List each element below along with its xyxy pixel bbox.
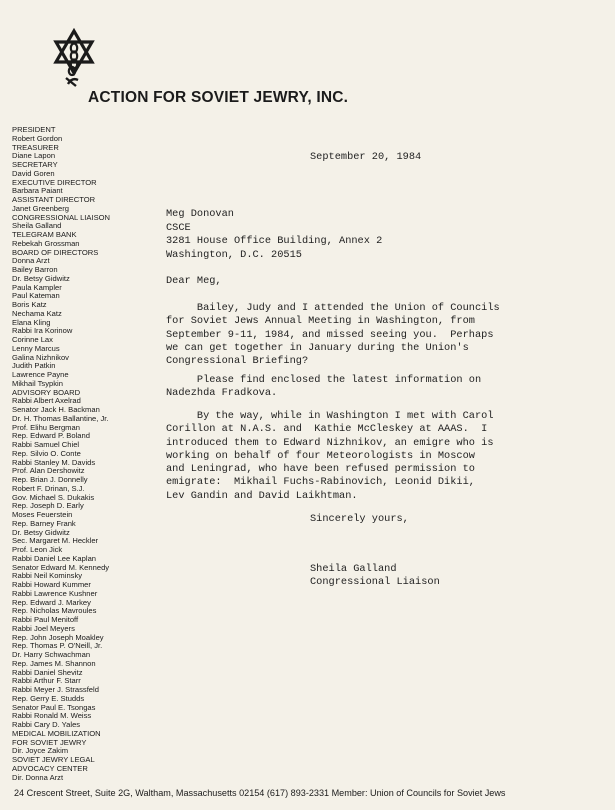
sidebar-entry: David Goren — [12, 169, 55, 178]
officers-sidebar — [12, 126, 152, 782]
sidebar-entry: Senator Jack H. Backman — [12, 406, 100, 414]
sidebar-entry: Rep. John Joseph Moakley — [12, 633, 104, 642]
signer-name: Sheila Galland — [310, 563, 397, 575]
sidebar-entry: Dr. Betsy Gidwitz — [12, 274, 70, 283]
sidebar-entry: ADVISORY BOARD — [12, 388, 81, 397]
letter-date: September 20, 1984 — [310, 151, 422, 163]
sidebar-entry: Dir. Donna Arzt — [12, 773, 64, 782]
sidebar-entry: BOARD OF DIRECTORS — [12, 248, 99, 257]
sidebar-entry: Dr. H. Thomas Ballantine, Jr. — [12, 414, 109, 423]
sidebar-entry: Robert F. Drinan, S.J. — [12, 484, 85, 493]
sidebar-entry: Dir. Joyce Zakim — [12, 747, 69, 756]
sidebar-entry: Rep. Gerry E. Studds — [12, 694, 85, 703]
sidebar-entry: Dr. Harry Schwachman — [12, 651, 91, 659]
sidebar-entry: Rabbi Daniel Shevitz — [12, 668, 83, 677]
signer-title: Congressional Liaison — [310, 576, 440, 588]
sidebar-entry: Boris Katz — [12, 301, 47, 309]
sidebar-entry: Prof. Leon Jick — [12, 546, 63, 554]
sidebar-entry: Nechama Katz — [12, 309, 62, 318]
sidebar-entry: Rebekah Grossman — [12, 239, 80, 248]
sidebar-entry: Moses Feuerstein — [12, 511, 73, 519]
sidebar-entry: Barbara Paiant — [12, 187, 63, 196]
sidebar-entry: Rabbi Howard Kummer — [12, 581, 91, 589]
sidebar-entry: Rep. Joseph D. Early — [12, 502, 84, 511]
sidebar-entry: SOVIET JEWRY LEGAL — [12, 756, 95, 764]
sidebar-entry: Lenny Marcus — [12, 344, 60, 353]
address-line: Washington, D.C. 20515 — [166, 248, 302, 261]
sidebar-entry: Sheila Galland — [12, 222, 62, 231]
address-line: 3281 House Office Building, Annex 2 — [166, 235, 383, 247]
address-line: Meg Donovan — [166, 208, 234, 220]
sidebar-entry: Corinne Lax — [12, 336, 53, 344]
sidebar-entry: CONGRESSIONAL LIAISON — [12, 213, 111, 222]
sidebar-entry: Donna Arzt — [12, 257, 50, 266]
sidebar-entry: Dr. Betsy Gidwitz — [12, 528, 70, 537]
sidebar-entry: Sec. Margaret M. Heckler — [12, 537, 99, 546]
paragraph-line: Lev Gandin and David Laikhtman. — [166, 489, 358, 502]
paragraph-line: Bailey, Judy and I attended the Union of Councils — [166, 302, 500, 314]
salutation: Dear Meg, — [166, 275, 222, 287]
letterhead-footer: 24 Crescent Street, Suite 2G, Waltham, Massachusetts 02154 (617) 893-2331 Member: Union of Councils for Soviet Jews — [14, 788, 506, 798]
sidebar-entry: ADVOCACY CENTER — [12, 764, 88, 773]
sidebar-entry: EXECUTIVE DIRECTOR — [12, 178, 97, 187]
sidebar-entry: Janet Greenberg — [12, 204, 69, 213]
sidebar-entry: Rabbi Stanley M. Davids — [12, 458, 96, 467]
paragraph-line: emigrate: Mikhail Fuchs-Rabinovich, Leonid Dikii, — [166, 476, 475, 489]
sidebar-entry: FOR SOVIET JEWRY — [12, 738, 87, 747]
address-line: CSCE — [166, 221, 191, 234]
sidebar-entry: Prof. Alan Dershowitz — [12, 467, 85, 476]
sidebar-entry: Rabbi Arthur F. Starr — [12, 677, 81, 686]
sidebar-entry: Senator Paul E. Tsongas — [12, 703, 96, 712]
sidebar-entry: PRESIDENT — [12, 126, 56, 134]
sidebar-entry: Rep. Edward P. Boland — [12, 432, 90, 441]
paragraph-line: Congressional Briefing? — [166, 355, 309, 368]
paragraph-1 — [166, 302, 606, 368]
paragraph-line: working on behalf of four Meteorologists in Moscow — [166, 449, 475, 462]
sidebar-entry: Rep. Thomas P. O'Neill, Jr. — [12, 642, 103, 651]
sidebar-entry: Rabbi Albert Axelrad — [12, 397, 81, 406]
sidebar-entry: Prof. Elihu Bergman — [12, 423, 80, 432]
sidebar-entry: Senator Edward M. Kennedy — [12, 563, 110, 572]
sidebar-entry: Robert Gordon — [12, 134, 63, 143]
paragraph-line: for Soviet Jews Annual Meeting in Washington, from — [166, 315, 475, 328]
paragraph-3 — [166, 410, 606, 503]
star-of-david-chain-icon — [50, 28, 98, 90]
paragraph-line: and Leningrad, who have been refused permission to — [166, 463, 475, 476]
paragraph-line: Nadezhda Fradkova. — [166, 387, 278, 400]
sidebar-entry: Rabbi Ronald M. Weiss — [12, 712, 92, 721]
sidebar-entry: ASSISTANT DIRECTOR — [12, 196, 96, 204]
paragraph-line: we can get together in January during the Union's — [166, 341, 469, 354]
sidebar-entry: Rabbi Daniel Lee Kaplan — [12, 554, 97, 563]
sidebar-entry: Diane Lapon — [12, 152, 56, 161]
paragraph-line: Corillon at N.A.S. and Kathie McCleskey at AAAS. I — [166, 423, 488, 436]
sidebar-entry: Elana Kling — [12, 318, 51, 327]
paragraph-line: September 9-11, 1984, and missed seeing you. Perhaps — [166, 328, 494, 341]
paragraph-line: By the way, while in Washington I met with Carol — [166, 410, 494, 422]
closing: Sincerely yours, — [310, 513, 409, 525]
organization-name: ACTION FOR SOVIET JEWRY, INC. — [88, 89, 349, 106]
sidebar-entry: TREASURER — [12, 143, 59, 152]
sidebar-entry: Rep. Barney Frank — [12, 519, 76, 528]
sidebar-entry: Rabbi Joel Meyers — [12, 624, 75, 633]
paragraph-2 — [166, 374, 606, 401]
recipient-address — [166, 208, 382, 262]
paragraph-line: introduced them to Edward Nizhnikov, an emigre who is — [166, 436, 494, 449]
sidebar-entry: Paul Kateman — [12, 292, 60, 301]
sidebar-entry: Judith Patkin — [12, 362, 56, 371]
sidebar-entry: Gov. Michael S. Dukakis — [12, 493, 95, 502]
sidebar-entry: Rep. Nicholas Mavroules — [12, 607, 97, 616]
sidebar-entry: Rabbi Cary D. Yales — [12, 721, 81, 729]
sidebar-entry: MEDICAL MOBILIZATION — [12, 729, 101, 738]
sidebar-entry: Rabbi Samuel Chiel — [12, 441, 80, 449]
sidebar-entry: Rabbi Paul Menitoff — [12, 616, 79, 624]
sidebar-entry: Rabbi Neil Kominsky — [12, 572, 83, 581]
sidebar-entry: Rep. Silvio O. Conte — [12, 449, 81, 458]
sidebar-entry: Galina Nizhnikov — [12, 353, 69, 362]
sidebar-entry: Rep. Edward J. Markey — [12, 598, 91, 607]
sidebar-entry: Mikhail Tsypkin — [12, 379, 63, 388]
sidebar-entry: Rep. James M. Shannon — [12, 659, 96, 668]
sidebar-entry: Rabbi Lawrence Kushner — [12, 589, 98, 598]
sidebar-entry: Rabbi Ira Korinow — [12, 327, 73, 336]
sidebar-entry: Rabbi Meyer J. Strassfeld — [12, 686, 99, 694]
sidebar-entry: Lawrence Payne — [12, 371, 69, 379]
sidebar-entry: Paula Kampler — [12, 283, 62, 292]
sidebar-entry: Rep. Brian J. Donnelly — [12, 476, 88, 484]
sidebar-entry: Bailey Barron — [12, 266, 58, 274]
paragraph-line: Please find enclosed the latest information on — [166, 374, 482, 386]
sidebar-entry: TELEGRAM BANK — [12, 231, 77, 239]
sidebar-entry: SECRETARY — [12, 161, 58, 169]
